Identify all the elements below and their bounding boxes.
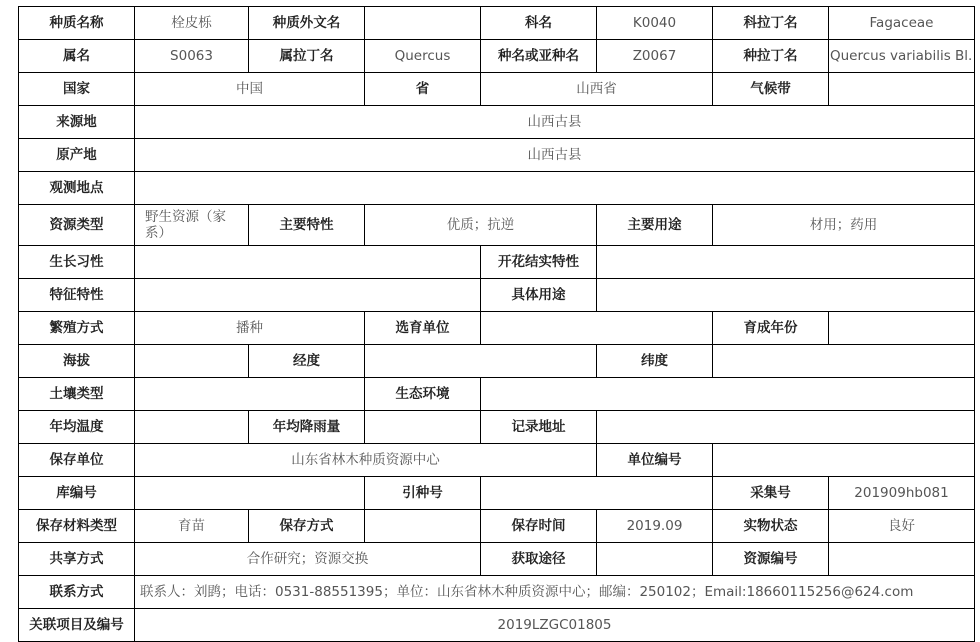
unit-code-value — [713, 444, 975, 477]
breeding-unit-value — [481, 312, 713, 345]
table-row — [19, 106, 975, 139]
growth-habit-label: 生长习性 — [19, 246, 135, 279]
genus-value: S0063 — [135, 40, 249, 73]
introduction-code-label: 引种号 — [365, 477, 481, 510]
storage-material-value: 育苗 — [135, 510, 249, 543]
ecology-value — [481, 378, 975, 411]
germplasm-name-value: 栓皮栎 — [135, 7, 249, 40]
sharing-value: 合作研究；资源交换 — [135, 543, 481, 576]
altitude-label: 海拔 — [19, 345, 135, 378]
table-row — [19, 73, 975, 106]
family-latin-value: Fagaceae — [829, 7, 975, 40]
annual-rain-value — [365, 411, 481, 444]
species-latin-label: 种拉丁名 — [713, 40, 829, 73]
latitude-value — [713, 345, 975, 378]
specific-uses-value — [597, 279, 975, 312]
origin-value: 山西古县 — [135, 139, 975, 172]
family-latin-label: 科拉丁名 — [713, 7, 829, 40]
annual-temp-value — [135, 411, 249, 444]
breeding-year-label: 育成年份 — [713, 312, 829, 345]
collection-code-value: 201909hb081 — [829, 477, 975, 510]
physical-state-value: 良好 — [829, 510, 975, 543]
introduction-code-value — [481, 477, 713, 510]
main-traits-label: 主要特性 — [249, 205, 365, 246]
species-latin-value: Quercus variabilis Bl. — [829, 40, 975, 73]
characteristics-value — [135, 279, 481, 312]
table-row — [19, 40, 975, 73]
contact-label: 联系方式 — [19, 576, 135, 609]
contact-value: 联系人：刘鹍；电话：0531-88551395；单位：山东省林木种质资源中心；邮编：250102；Email:18660115256@624.com — [135, 576, 975, 609]
storage-time-label: 保存时间 — [481, 510, 597, 543]
longitude-label: 经度 — [249, 345, 365, 378]
table-row — [19, 139, 975, 172]
table-row — [19, 172, 975, 205]
germplasm-name-label: 种质名称 — [19, 7, 135, 40]
origin-label: 原产地 — [19, 139, 135, 172]
access-label: 获取途径 — [481, 543, 597, 576]
altitude-value — [135, 345, 249, 378]
annual-rain-label: 年均降雨量 — [249, 411, 365, 444]
storage-material-label: 保存材料类型 — [19, 510, 135, 543]
table-row — [19, 345, 975, 378]
table-row — [19, 7, 975, 40]
table-row — [19, 510, 975, 543]
unit-code-label: 单位编号 — [597, 444, 713, 477]
related-project-value: 2019LZGC01805 — [135, 609, 975, 642]
country-value: 中国 — [135, 73, 365, 106]
access-value — [597, 543, 713, 576]
propagation-label: 繁殖方式 — [19, 312, 135, 345]
record-address-label: 记录地址 — [481, 411, 597, 444]
soil-type-value — [135, 378, 365, 411]
record-address-value — [597, 411, 975, 444]
specific-uses-label: 具体用途 — [481, 279, 597, 312]
table-row — [19, 609, 975, 642]
store-code-label: 库编号 — [19, 477, 135, 510]
related-project-label: 关联项目及编号 — [19, 609, 135, 642]
genus-latin-value: Quercus — [365, 40, 481, 73]
breeding-year-value — [829, 312, 975, 345]
flowering-fruiting-value — [597, 246, 975, 279]
physical-state-label: 实物状态 — [713, 510, 829, 543]
resource-type-value: 野生资源（家系） — [135, 205, 249, 246]
genus-label: 属名 — [19, 40, 135, 73]
collection-code-label: 采集号 — [713, 477, 829, 510]
country-label: 国家 — [19, 73, 135, 106]
foreign-name-value — [365, 7, 481, 40]
sharing-label: 共享方式 — [19, 543, 135, 576]
store-code-value — [135, 477, 365, 510]
table-row — [19, 477, 975, 510]
storage-unit-label: 保存单位 — [19, 444, 135, 477]
latitude-label: 纬度 — [597, 345, 713, 378]
genus-latin-label: 属拉丁名 — [249, 40, 365, 73]
foreign-name-label: 种质外文名 — [249, 7, 365, 40]
table-row — [19, 205, 975, 246]
main-uses-label: 主要用途 — [597, 205, 713, 246]
table-row — [19, 279, 975, 312]
characteristics-label: 特征特性 — [19, 279, 135, 312]
resource-type-label: 资源类型 — [19, 205, 135, 246]
climate-zone-label: 气候带 — [713, 73, 829, 106]
climate-zone-value — [829, 73, 975, 106]
table-row — [19, 246, 975, 279]
growth-habit-value — [135, 246, 481, 279]
storage-method-label: 保存方式 — [249, 510, 365, 543]
table-row — [19, 411, 975, 444]
main-uses-value: 材用；药用 — [713, 205, 975, 246]
species-label: 种名或亚种名 — [481, 40, 597, 73]
ecology-label: 生态环境 — [365, 378, 481, 411]
table-row — [19, 543, 975, 576]
observation-site-value — [135, 172, 975, 205]
storage-time-value: 2019.09 — [597, 510, 713, 543]
resource-code-value — [829, 543, 975, 576]
family-value: K0040 — [597, 7, 713, 40]
species-value: Z0067 — [597, 40, 713, 73]
main-traits-value: 优质；抗逆 — [365, 205, 597, 246]
table-row — [19, 378, 975, 411]
storage-unit-value: 山东省林木种质资源中心 — [135, 444, 597, 477]
storage-method-value — [365, 510, 481, 543]
source-value: 山西古县 — [135, 106, 975, 139]
family-label: 科名 — [481, 7, 597, 40]
annual-temp-label: 年均温度 — [19, 411, 135, 444]
source-label: 来源地 — [19, 106, 135, 139]
flowering-fruiting-label: 开花结实特性 — [481, 246, 597, 279]
province-label: 省 — [365, 73, 481, 106]
table-row — [19, 576, 975, 609]
longitude-value — [365, 345, 597, 378]
germplasm-info-table — [18, 6, 975, 642]
soil-type-label: 土壤类型 — [19, 378, 135, 411]
resource-code-label: 资源编号 — [713, 543, 829, 576]
table-row — [19, 444, 975, 477]
observation-site-label: 观测地点 — [19, 172, 135, 205]
table-row — [19, 312, 975, 345]
province-value: 山西省 — [481, 73, 713, 106]
propagation-value: 播种 — [135, 312, 365, 345]
breeding-unit-label: 选育单位 — [365, 312, 481, 345]
